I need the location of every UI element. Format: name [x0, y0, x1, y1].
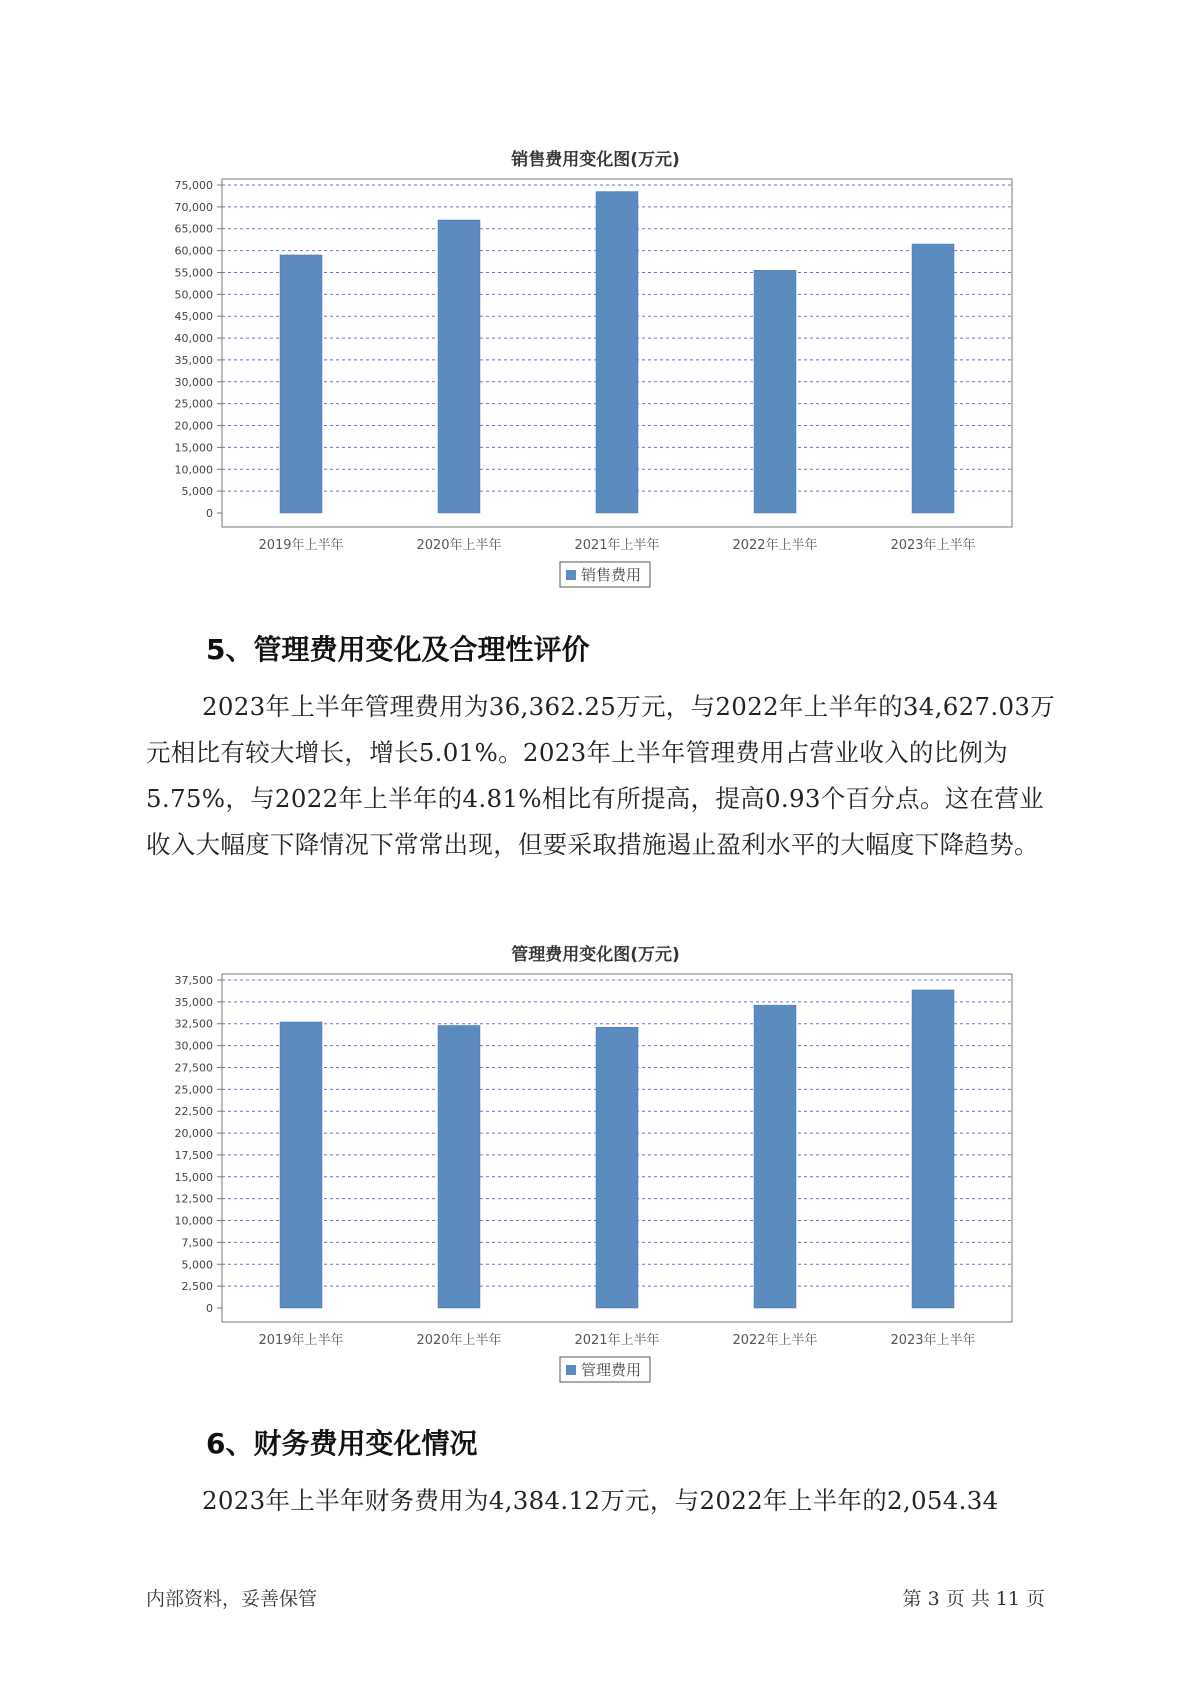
y-tick-label: 5,000: [181, 1258, 213, 1272]
x-tick-label: 2019年上半年: [258, 538, 344, 553]
y-tick-label: 27,500: [174, 1061, 213, 1075]
bar: [438, 220, 480, 513]
section6-heading: 6、财务费用变化情况: [206, 1427, 478, 1460]
y-tick-label: 32,500: [174, 1017, 213, 1031]
chart-title-sales: 销售费用变化图(万元): [511, 150, 680, 170]
bar: [596, 1027, 638, 1308]
legend-label: 管理费用: [581, 1361, 642, 1379]
y-tick-label: 25,000: [174, 397, 213, 411]
y-tick-label: 20,000: [174, 1127, 213, 1141]
y-tick-label: 2,500: [181, 1280, 213, 1294]
bar: [280, 255, 322, 513]
section5-paragraph: 2023年上半年管理费用为36,362.25万元，与2022年上半年的34,627.03万元相比有较大增长，增长5.01%。2023年上半年管理费用占营业收入的比例为5.75%，与2022年上半年的4.81%相比有所提高，提高0.93个百分点。这在营业收入大幅度下降情况下常常出现，但要采取措施遏止盈利水平的大幅度下降趋势。: [146, 692, 1056, 859]
y-tick-label: 30,000: [174, 1039, 213, 1053]
section5-heading: 5、管理费用变化及合理性评价: [206, 633, 590, 666]
y-tick-label: 20,000: [174, 419, 213, 433]
y-tick-label: 7,500: [181, 1236, 213, 1250]
bar: [596, 192, 638, 513]
y-tick-label: 55,000: [174, 266, 213, 280]
bar: [438, 1025, 480, 1308]
y-tick-label: 30,000: [174, 375, 213, 389]
y-tick-label: 5,000: [181, 485, 213, 499]
admin-expense-chart: [0, 970, 1191, 1410]
legend-swatch: [566, 570, 576, 580]
y-tick-label: 45,000: [174, 310, 213, 324]
y-tick-label: 0: [206, 507, 213, 520]
legend-label: 销售费用: [581, 566, 642, 584]
bar: [754, 270, 796, 513]
y-tick-label: 22,500: [174, 1105, 213, 1119]
x-tick-label: 2021年上半年: [574, 538, 660, 553]
y-tick-label: 15,000: [174, 1170, 213, 1184]
x-tick-label: 2022年上半年: [732, 1333, 818, 1348]
bar: [912, 244, 954, 513]
x-tick-label: 2020年上半年: [416, 1333, 502, 1348]
x-tick-label: 2019年上半年: [258, 1333, 344, 1348]
section6-paragraph: 2023年上半年财务费用为4,384.12万元，与2022年上半年的2,054.34: [202, 1486, 999, 1515]
x-tick-label: 2021年上半年: [574, 1333, 660, 1348]
y-tick-label: 15,000: [174, 441, 213, 455]
chart-title-admin: 管理费用变化图(万元): [511, 945, 680, 965]
y-tick-label: 17,500: [174, 1148, 213, 1162]
y-tick-label: 65,000: [174, 222, 213, 236]
y-tick-label: 35,000: [174, 995, 213, 1009]
legend-swatch: [566, 1365, 576, 1375]
sales-expense-chart: [0, 175, 1191, 615]
y-tick-label: 10,000: [174, 1214, 213, 1228]
bar: [912, 990, 954, 1308]
x-tick-label: 2023年上半年: [890, 538, 976, 553]
y-tick-label: 25,000: [174, 1083, 213, 1097]
y-tick-label: 40,000: [174, 332, 213, 346]
x-tick-label: 2020年上半年: [416, 538, 502, 553]
y-tick-label: 75,000: [174, 179, 213, 192]
bar: [754, 1005, 796, 1308]
y-tick-label: 60,000: [174, 244, 213, 258]
footer-page-number: 第 3 页 共 11 页: [902, 1588, 1045, 1610]
y-tick-label: 50,000: [174, 288, 213, 302]
y-tick-label: 35,000: [174, 353, 213, 367]
y-tick-label: 37,500: [174, 974, 213, 987]
x-tick-label: 2022年上半年: [732, 538, 818, 553]
y-tick-label: 10,000: [174, 463, 213, 477]
footer-left: 内部资料，妥善保管: [146, 1588, 318, 1610]
y-tick-label: 0: [206, 1302, 213, 1315]
x-tick-label: 2023年上半年: [890, 1333, 976, 1348]
y-tick-label: 12,500: [174, 1192, 213, 1206]
bar: [280, 1022, 322, 1308]
y-tick-label: 70,000: [174, 200, 213, 214]
